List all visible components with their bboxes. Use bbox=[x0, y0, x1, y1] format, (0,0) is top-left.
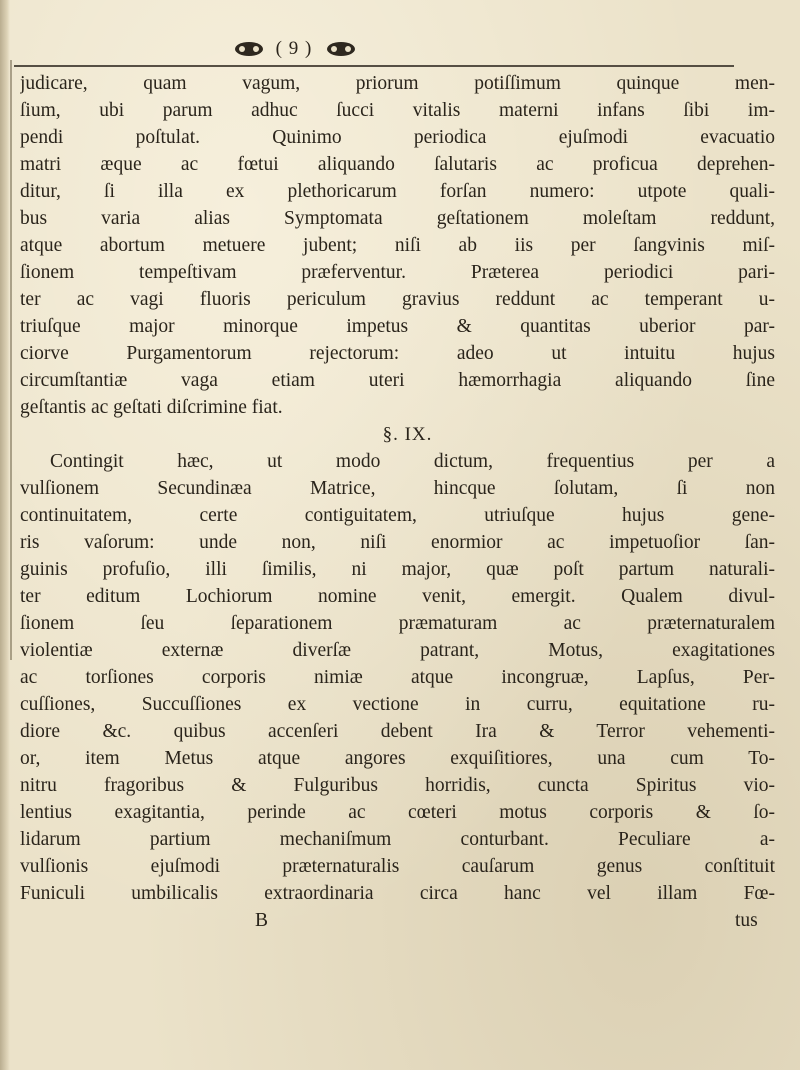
text-line: judicare, quam vagum, priorum potiſſimum quinque men- bbox=[20, 73, 775, 94]
body-text bbox=[20, 70, 775, 934]
text-line: ſionem ſeu ſeparationem præmaturam ac præternaturalem bbox=[20, 613, 775, 634]
header-rule bbox=[14, 65, 734, 67]
text-line: lidarum partium mechaniſmum conturbant. Peculiare a- bbox=[20, 829, 775, 850]
section-heading: §. IX. bbox=[382, 424, 433, 445]
text-line: triuſque major minorque impetus & quantitas uberior par- bbox=[20, 316, 775, 337]
text-line: ſionem tempeſtivam præferventur. Præterea periodici pari- bbox=[20, 262, 775, 283]
text-line: atque abortum metuere jubent; niſi ab iis per ſangvinis miſ- bbox=[20, 235, 775, 256]
text-line: guinis profuſio, illi ſimilis, ni major, quæ poſt partum naturali- bbox=[20, 559, 775, 580]
text-line: cuſſiones, Succuſſiones ex vectione in curru, equitatione ru- bbox=[20, 694, 775, 715]
text-line: or, item Metus atque angores exquiſitiores, una cum To- bbox=[20, 748, 775, 769]
ornament-left-icon bbox=[232, 40, 266, 58]
text-line: ter ac vagi fluoris periculum gravius reddunt ac temperant u- bbox=[20, 289, 775, 310]
text-line: pendi poſtulat. Quinimo periodica ejuſmodi evacuatio bbox=[20, 127, 775, 148]
text-line: ditur, ſi illa ex plethoricarum forſan numero: utpote quali- bbox=[20, 181, 775, 202]
binding-shadow-line bbox=[10, 60, 12, 660]
text-line: ſium, ubi parum adhuc ſucci vitalis materni infans ſibi im- bbox=[20, 100, 775, 121]
text-line: ter editum Lochiorum nomine venit, emergit. Qualem divul- bbox=[20, 586, 775, 607]
text-line: lentius exagitantia, perinde ac cœteri motus corporis & ſo- bbox=[20, 802, 775, 823]
ornament-right-icon bbox=[324, 40, 358, 58]
text-line: nitru fragoribus & Fulguribus horridis, cuncta Spiritus vio- bbox=[20, 775, 775, 796]
text-line: bus varia alias Symptomata geſtationem moleſtam reddunt, bbox=[20, 208, 775, 229]
page-footer bbox=[20, 907, 775, 934]
text-line: vulſionis ejuſmodi præternaturalis cauſarum genus conſtituit bbox=[20, 856, 775, 877]
text-line: geſtantis ac geſtati diſcrimine fiat. bbox=[20, 397, 283, 418]
signature-mark: B bbox=[255, 910, 269, 931]
page-header bbox=[14, 38, 754, 68]
text-line: matri æque ac fœtui aliquando ſalutaris ac proficua deprehen- bbox=[20, 154, 775, 175]
text-line: Funiculi umbilicalis extraordinaria circa hanc vel illam Fœ- bbox=[20, 883, 775, 904]
catchword: tus bbox=[735, 910, 758, 931]
text-line: diore &c. quibus accenſeri debent Ira & Terror vehementi- bbox=[20, 721, 775, 742]
text-line: vulſionem Secundinæa Matrice, hincque ſolutam, ſi non bbox=[20, 478, 775, 499]
text-line: ciorve Purgamentorum rejectorum: adeo ut intuitu hujus bbox=[20, 343, 775, 364]
binding-edge bbox=[0, 0, 10, 1070]
text-line: violentiæ externæ diverſæ patrant, Motus, exagitationes bbox=[20, 640, 775, 661]
text-line: continuitatem, certe contiguitatem, utriuſque hujus gene- bbox=[20, 505, 775, 526]
page-number: ( 9 ) bbox=[275, 38, 313, 59]
text-line: Contingit hæc, ut modo dictum, frequentius per a bbox=[50, 451, 775, 472]
text-line: ris vaſorum: unde non, niſi enormior ac impetuoſior ſan- bbox=[20, 532, 775, 553]
text-line: ac torſiones corporis nimiæ atque incongruæ, Lapſus, Per- bbox=[20, 667, 775, 688]
text-line: circumſtantiæ vaga etiam uteri hæmorrhagia aliquando ſine bbox=[20, 370, 775, 391]
